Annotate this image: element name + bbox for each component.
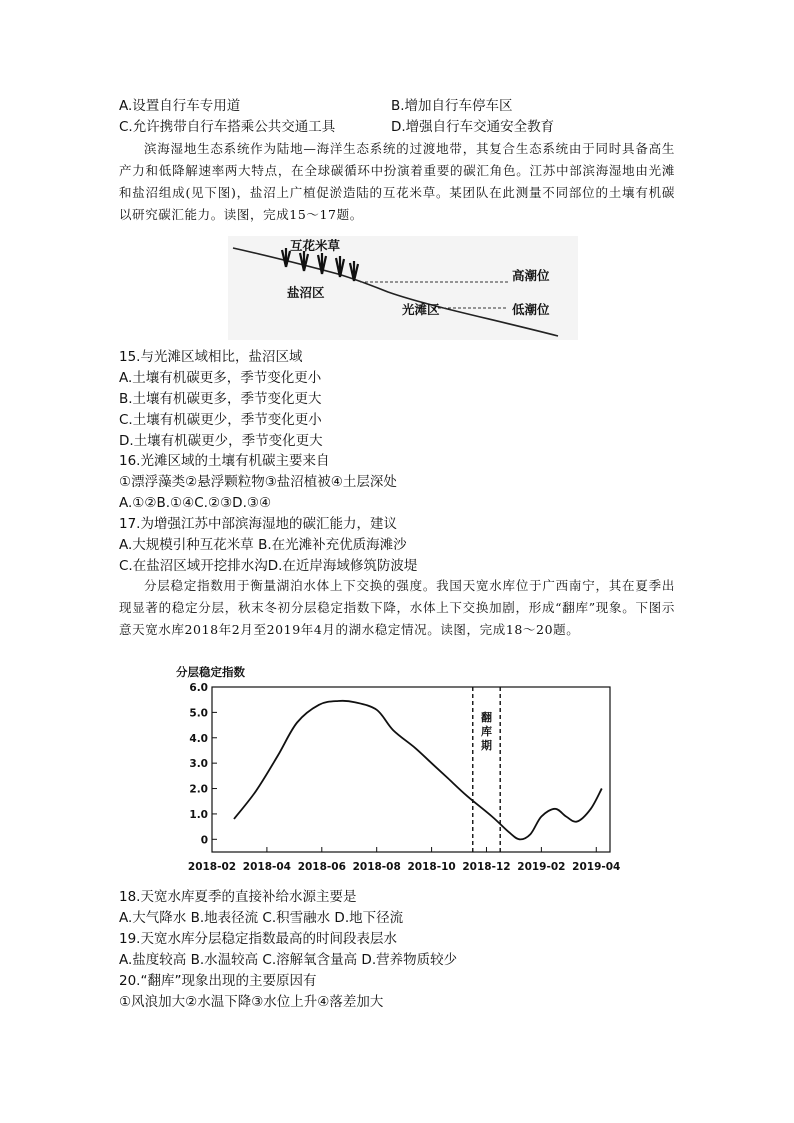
y-tick-label: 4.0 [189,732,208,745]
chart-plot-frame [212,687,610,852]
q14-option-d: D.增强自行车交通安全教育 [391,119,555,135]
y-tick-label: 3.0 [189,758,208,771]
passage-reservoir [119,575,675,641]
q18-options: A.大气降水 B.地表径流 C.积雪融水 D.地下径流 [119,910,404,926]
q16-items: ①漂浮藻类②悬浮颗粒物③盐沼植被④土层深处 [119,474,397,490]
wetland-profile-figure [228,236,578,340]
q15-option-a: A.土壤有机碳更多，季节变化更小 [119,370,322,386]
y-tick-label: 0 [200,834,208,847]
q16-options: A.①②B.①④C.②③D.③④ [119,495,272,511]
x-tick-label: 2019-02 [517,861,566,873]
passage-wetland [119,138,675,226]
q17-stem: 17.为增强江苏中部滨海湿地的碳汇能力，建议 [119,516,397,532]
q20-items: ①风浪加大②水温下降③水位上升④落差加大 [119,994,384,1010]
x-tick-label: 2019-04 [572,861,621,873]
q15-option-b: B.土壤有机碳更多，季节变化更大 [119,391,322,407]
x-tick-label: 2018-08 [352,861,401,873]
label-mudflat: 光滩区 [402,302,440,317]
q18-stem: 18.天宽水库夏季的直接补给水源主要是 [119,889,357,905]
y-tick-label: 6.0 [189,682,208,694]
x-tick-label: 2018-04 [242,861,291,873]
y-tick-label: 1.0 [189,808,208,821]
y-tick-label: 2.0 [189,783,208,796]
label-high-tide: 高潮位 [512,268,550,283]
x-tick-label: 2018-12 [462,861,511,873]
q14-option-a: A.设置自行车专用道 [119,98,241,114]
q15-option-d: D.土壤有机碳更少，季节变化更大 [119,433,323,449]
stability-chart-svg [170,660,630,880]
x-tick-label: 2018-02 [187,861,237,873]
q17-options-ab: A.大规模引种互花米草 B.在光滩补充优质海滩沙 [119,537,407,553]
y-tick-label: 5.0 [189,707,208,720]
label-spartina: 互花米草 [290,238,341,253]
chart-ylabel: 分层稳定指数 [176,665,245,679]
passage-reservoir-text: 分层稳定指数用于衡量湖泊水体上下交换的强度。我国天宽水库位于广西南宁，其在夏季出现显著的稳定分层，秋末冬初分层稳定指数下降，水体上下交换加剧，形成“翻库”现象。下图示意天宽水库2018年2月至2019年4月的湖水稳定情况。读图，完成18～20题。 [119,578,675,637]
label-low-tide: 低潮位 [512,302,550,317]
ground-profile-line [233,248,558,336]
q15-stem: 15.与光滩区域相比，盐沼区域 [119,349,303,365]
q16-stem: 16.光滩区域的土壤有机碳主要来自 [119,453,330,469]
x-tick-label: 2018-06 [297,861,346,873]
wetland-profile-svg [228,236,578,340]
q14-option-b: B.增加自行车停车区 [391,98,513,114]
annotation-fanku: 翻库期 [480,711,492,752]
q17-options-cd: C.在盐沼区域开挖排水沟D.在近岸海域修筑防波堤 [119,558,418,574]
x-tick-label: 2018-10 [407,861,456,873]
stability-chart [170,660,630,880]
q20-stem: 20.“翻库”现象出现的主要原因有 [119,973,317,989]
q19-options: A.盐度较高 B.水温较高 C.溶解氧含量高 D.营养物质较少 [119,952,458,968]
q15-option-c: C.土壤有机碳更少，季节变化更小 [119,412,322,428]
passage-wetland-text: 滨海湿地生态系统作为陆地—海洋生态系统的过渡地带，其复合生态系统由于同时具备高生产力和低降解速率两大特点，在全球碳循环中扮演着重要的碳汇角色。江苏中部滨海湿地由光滩和盐沼组成(见下图)，盐沼上广植促淤造陆的互花米草。某团队在此测量不同部位的土壤有机碳以研究碳汇能力。读图，完成15～17题。 [119,141,675,222]
q19-stem: 19.天宽水库分层稳定指数最高的时间段表层水 [119,931,397,947]
label-saltmarsh: 盐沼区 [287,285,325,300]
stability-index-line [234,701,602,840]
q14-option-c: C.允许携带自行车搭乘公共交通工具 [119,119,336,135]
